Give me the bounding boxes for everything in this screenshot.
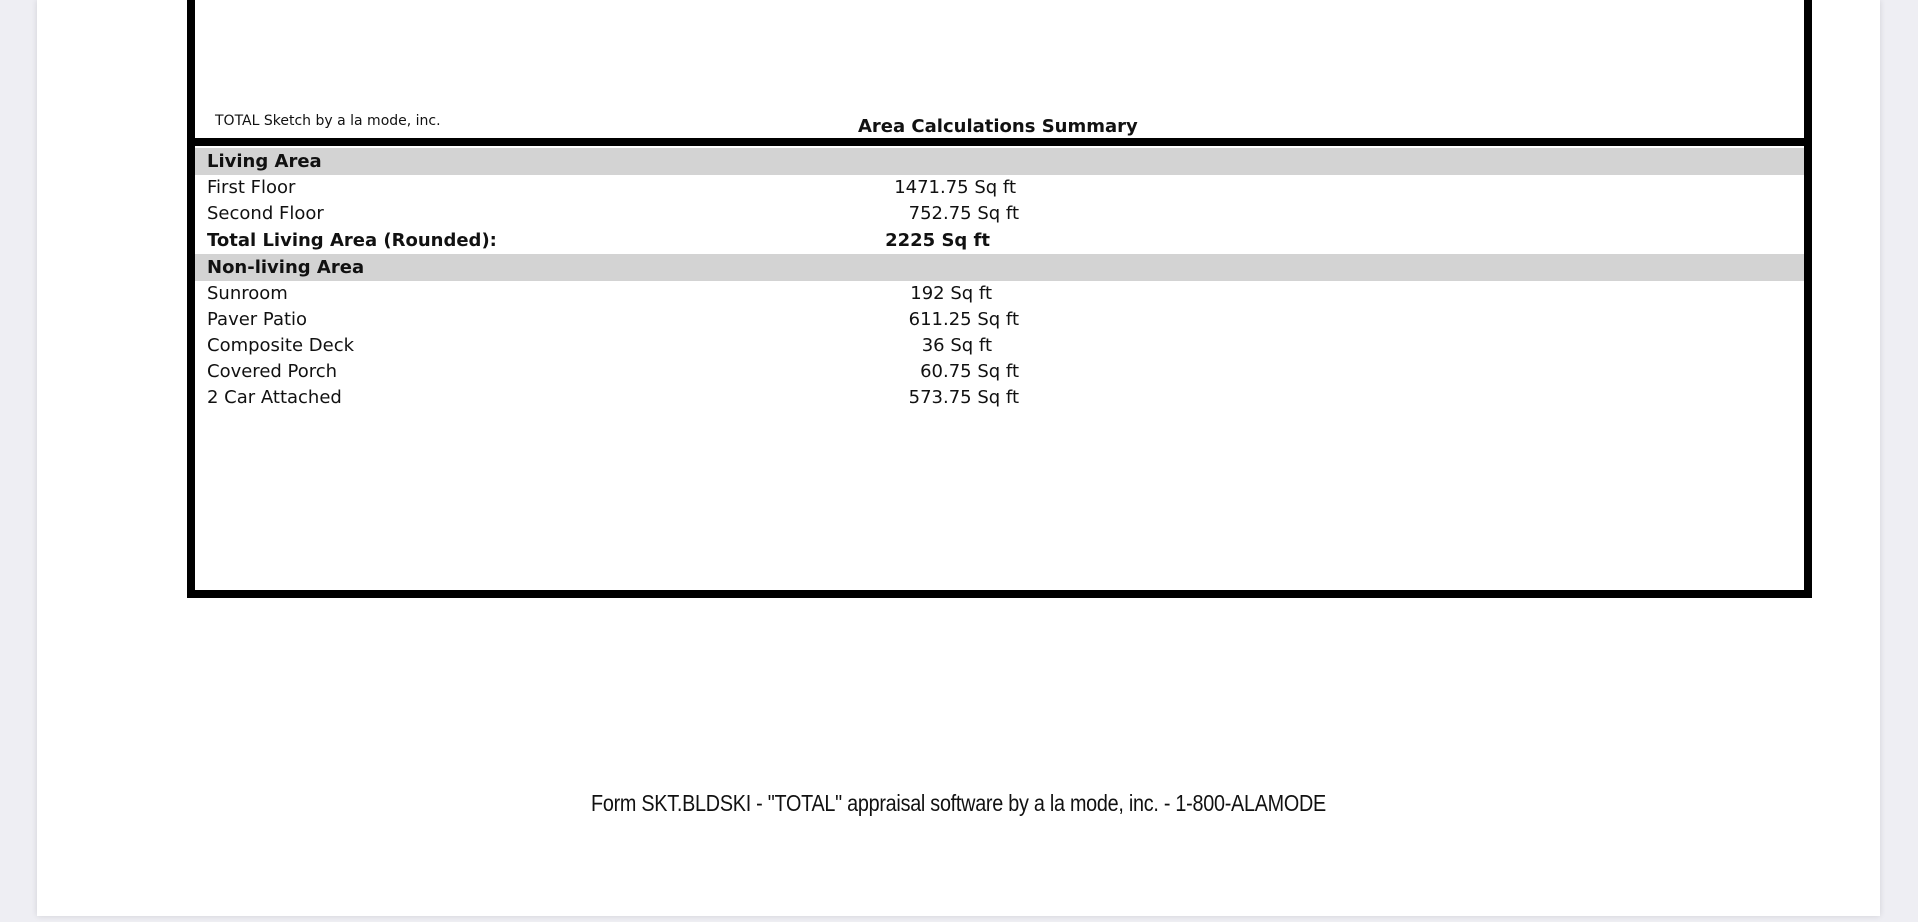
row-value: 611.25 Sq ft bbox=[908, 309, 1019, 330]
row-label: Composite Deck bbox=[207, 335, 355, 356]
table-row bbox=[195, 281, 1804, 307]
row-label: 2 Car Attached bbox=[207, 387, 342, 408]
table-row bbox=[195, 175, 1804, 201]
row-value: 752.75 Sq ft bbox=[908, 203, 1019, 224]
table-row bbox=[195, 201, 1804, 227]
company-label: TOTAL Sketch by a la mode, inc. bbox=[215, 113, 441, 129]
row-label: First Floor bbox=[207, 177, 296, 198]
document-page bbox=[37, 0, 1880, 916]
row-value: 36 Sq ft bbox=[921, 335, 992, 356]
summary-title: Area Calculations Summary bbox=[858, 116, 1138, 137]
row-label: Second Floor bbox=[207, 203, 324, 224]
area-summary-frame bbox=[187, 0, 1812, 598]
table-row bbox=[195, 385, 1804, 411]
row-label: Sunroom bbox=[207, 283, 288, 304]
row-value: 192 Sq ft bbox=[910, 283, 992, 304]
area-table bbox=[195, 148, 1804, 411]
table-row bbox=[195, 333, 1804, 359]
row-value: 573.75 Sq ft bbox=[908, 387, 1019, 408]
non-living-area-heading: Non-living Area bbox=[195, 254, 1804, 281]
total-value: 2225 Sq ft bbox=[885, 230, 990, 251]
total-label: Total Living Area (Rounded): bbox=[207, 230, 497, 251]
row-label: Covered Porch bbox=[207, 361, 338, 382]
total-living-area-row bbox=[195, 227, 1804, 254]
row-value: 60.75 Sq ft bbox=[920, 361, 1019, 382]
row-value: 1471.75 Sq ft bbox=[894, 177, 1016, 198]
table-row bbox=[195, 307, 1804, 333]
frame-header bbox=[195, 0, 1804, 146]
living-area-heading: Living Area bbox=[195, 148, 1804, 175]
form-footer: Form SKT.BLDSKI - "TOTAL" appraisal software by a la mode, inc. - 1-800-ALAMODE bbox=[591, 790, 1326, 816]
row-label: Paver Patio bbox=[207, 309, 308, 330]
table-row bbox=[195, 359, 1804, 385]
